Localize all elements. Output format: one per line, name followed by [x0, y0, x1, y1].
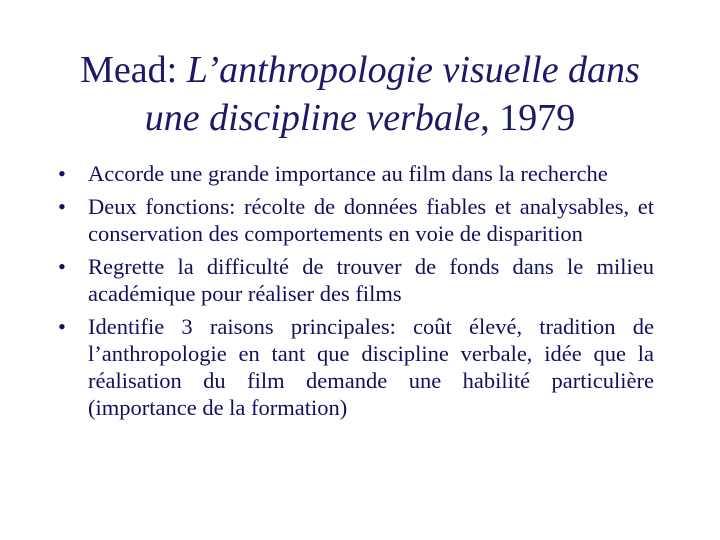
bullet-list: [58, 160, 654, 427]
bullet-item: [58, 253, 654, 307]
bullet-text: Accorde une grande importance au film dans la recherche: [88, 161, 608, 186]
bullet-marker: •: [58, 314, 66, 339]
bullet-item: [58, 193, 654, 247]
bullet-marker: •: [58, 194, 66, 219]
bullet-item: [58, 313, 654, 421]
slide-title: [60, 46, 660, 142]
bullet-text: Identifie 3 raisons principales: coût élevé, tradition de l’anthropologie en tant que discipline verbale, idée que la réalisation du film demande une habilité particulière (importance de la formation): [88, 314, 654, 420]
bullet-marker: •: [58, 161, 66, 186]
title-author: Mead:: [80, 49, 187, 91]
title-year: , 1979: [480, 97, 576, 139]
title-work: L’anthropologie visuelle dans une discipline verbale: [144, 49, 640, 139]
bullet-item: [58, 160, 654, 187]
bullet-text: Regrette la difficulté de trouver de fonds dans le milieu académique pour réaliser des films: [88, 254, 654, 306]
bullet-marker: •: [58, 254, 66, 279]
bullet-text: Deux fonctions: récolte de données fiables et analysables, et conservation des comportements en voie de disparition: [88, 194, 654, 246]
